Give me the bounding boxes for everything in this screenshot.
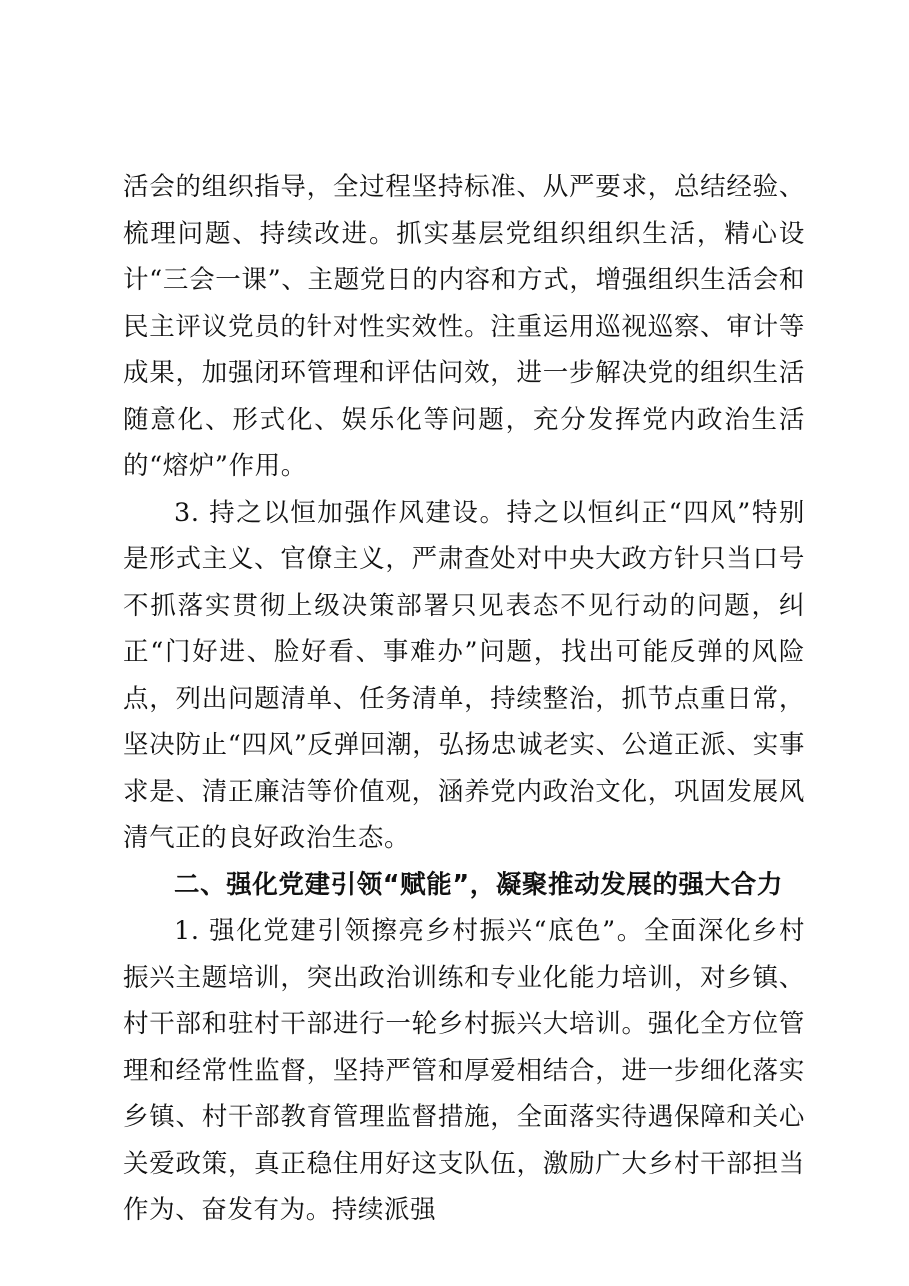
- paragraph-item-3-work-style: 3. 持之以恒加强作风建设。持之以恒纠正“四风”特别是形式主义、官僚主义，严肃查处对中央大政方针只当口号不抓落实贯彻上级决策部署只见表态不见行动的问题，纠正“门好进、脸好看、事难办”问题，找出可能反弹的风险点，列出问题清单、任务清单，持续整治，抓节点重日常，坚决防止“四风”反弹回潮，弘扬忠诚老实、公道正派、实事求是、清正廉洁等价值观，涵养党内政治文化，巩固发展风清气正的良好政治生态。: [123, 497, 805, 853]
- paragraph-item-1-rural-revitalization: 1. 强化党建引领擦亮乡村振兴“底色”。全面深化乡村振兴主题培训，突出政治训练和专业化能力培训，对乡镇、村干部和驻村干部进行一轮乡村振兴大培训。强化全方位管理和经常性监督，坚持严管和厚爱相结合，进一步细化落实乡镇、村干部教育管理监督措施，全面落实待遇保障和关心关爱政策，真正稳住用好这支队伍，激励广大乡村干部担当作为、奋发有为。持续派强: [123, 916, 805, 1225]
- paragraph-continuation: 活会的组织指导，全过程坚持标准、从严要求，总结经验、梳理问题、持续改进。抓实基层党组织组织生活，精心设计“三会一课”、主题党日的内容和方式，增强组织生活会和民主评议党员的针对性实效性。注重运用巡视巡察、审计等成果，加强闭环管理和评估问效，进一步解决党的组织生活随意化、形式化、娱乐化等问题，充分发挥党内政治生活的“熔炉”作用。: [123, 172, 805, 481]
- document-body: [123, 164, 805, 1234]
- section-heading-2: 二、强化党建引领“赋能”，凝聚推动发展的强大合力: [174, 869, 783, 900]
